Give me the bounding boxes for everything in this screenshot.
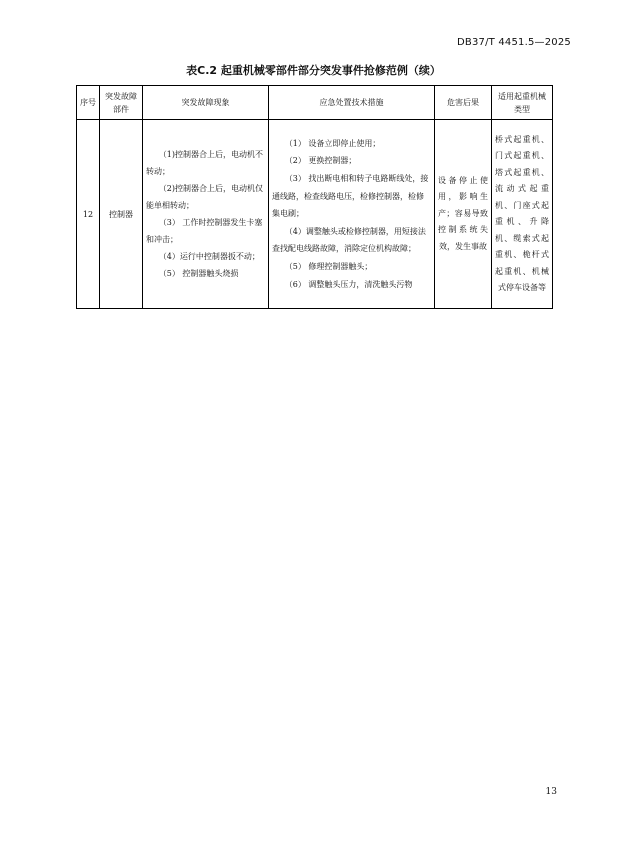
measure-item: （5） 修理控制器触头；: [284, 261, 373, 271]
column-header-phenomenon: 突发故障现象: [143, 86, 269, 120]
column-header-applicable-label: 适用起重机械类型: [498, 91, 546, 114]
measure-item: （2） 更换控制器；: [284, 156, 357, 166]
row-number: 12: [77, 120, 100, 309]
column-header-applicable: [492, 86, 553, 120]
measure-item: （1） 设备立即停止使用；: [284, 138, 381, 148]
column-header-consequence: 危害后果: [435, 86, 492, 120]
phenomenon-item: （4）运行中控制器扳不动；: [158, 252, 260, 261]
table-row: [77, 120, 553, 309]
row-applicable-types: 桥式起重机、门式起重机、塔式起重机、流动式起重机、门座式起重机、升降机、缆索式起重机、桅杆式起重机、机械式停车设备等: [492, 120, 553, 309]
table-header-row: [77, 86, 553, 120]
phenomenon-item: （3） 工作时控制器发生卡塞和冲击；: [146, 218, 263, 244]
column-header-measures: 应急处置技术措施: [269, 86, 435, 120]
row-phenomena: [143, 120, 269, 309]
phenomenon-item: （1)控制器合上后，电动机不转动；: [146, 150, 264, 176]
row-component: 控制器: [100, 120, 143, 309]
table-caption: 表C.2 起重机械零部件部分突发事件抢修范例（续）: [186, 64, 441, 77]
column-header-no: 序号: [77, 86, 100, 120]
column-header-component: [100, 86, 143, 120]
measure-item: （6） 调整触头压力，清洗触头污物: [284, 279, 413, 289]
column-header-component-label: 突发故障部件: [105, 91, 137, 114]
phenomenon-item: （2)控制器合上后，电动机仅能单相转动；: [146, 184, 264, 210]
page-number: 13: [545, 787, 557, 797]
row-consequence: 设备停止使用，影响生产；容易导致控制系统失效，发生事故: [435, 120, 492, 309]
repair-example-table: [76, 85, 553, 309]
phenomenon-item: （5） 控制器触头烧损: [158, 269, 239, 278]
measure-item: （3） 找出断电相和转子电路断线处，接通线路，检查线路电压，检修控制器，检修集电刷；: [272, 174, 429, 219]
measure-item: （4）调整触头或检修控制器，用短接法查找配电线路故障，消除定位机构故障；: [272, 226, 426, 254]
standard-code: DB37/T 4451.5—2025: [457, 37, 571, 48]
row-measures: [269, 120, 435, 309]
